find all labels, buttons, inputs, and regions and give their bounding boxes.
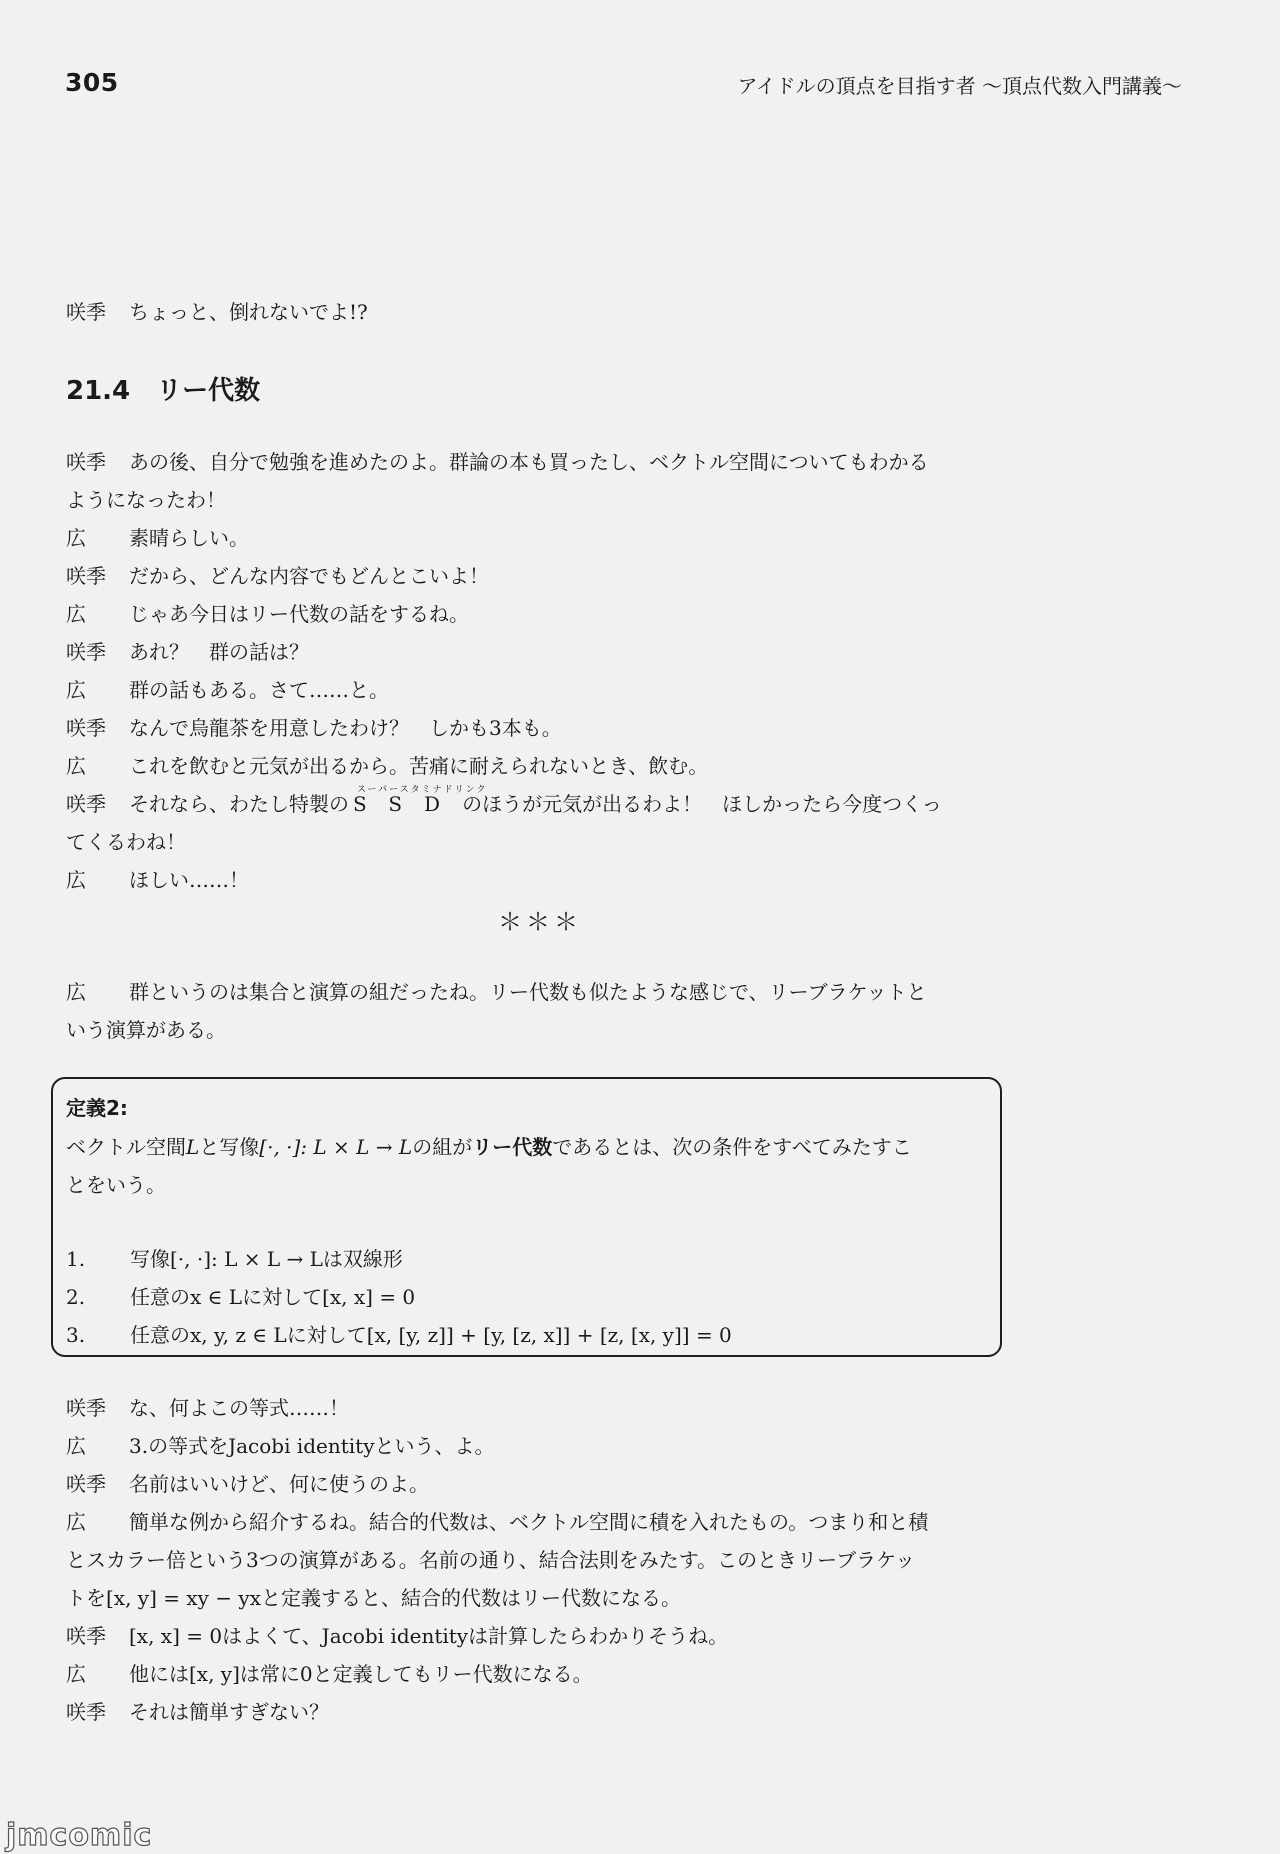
- speaker-name: 広: [66, 1434, 86, 1458]
- dialogue-line: [66, 447, 929, 477]
- dialogue-text: それは簡単すぎない？: [129, 1700, 329, 1724]
- definition-text: とをいう。: [66, 1173, 166, 1197]
- section-heading: [66, 370, 260, 407]
- dialogue-line: [66, 1583, 681, 1613]
- dialogue-line: [66, 637, 309, 667]
- dialogue-text: とスカラー倍という3つの演算がある。名前の通り、結合法則をみたす。このときリーブラケッ: [66, 1548, 916, 1572]
- dialogue-line: [66, 485, 226, 515]
- dialogue-text: 群の話もある。さて……と。: [129, 678, 389, 702]
- speaker-name: 咲季: [66, 640, 106, 664]
- item-text: 任意のx, y, z ∈ Lに対して[x, [y, z]] + [y, [z, x]] + [z, [x, y]] = 0: [130, 1323, 732, 1347]
- dialogue-line: [66, 1545, 915, 1575]
- dialogue-text: な、何よこの等式……！: [129, 1396, 349, 1420]
- item-text: 任意のx ∈ Lに対して[x, x] = 0: [130, 1285, 416, 1309]
- dialogue-line: [66, 1659, 593, 1689]
- speaker-name: 咲季: [66, 792, 106, 816]
- dialogue-line: [66, 1621, 728, 1651]
- dialogue-line: [66, 977, 927, 1007]
- speaker-name: 咲季: [66, 300, 106, 324]
- speaker-name: 広: [66, 754, 86, 778]
- speaker-name: 広: [66, 526, 86, 550]
- dialogue-line: [66, 713, 562, 743]
- section-title: リー代数: [156, 376, 261, 406]
- speaker-name: 咲季: [66, 450, 106, 474]
- speaker-name: 咲季: [66, 716, 106, 740]
- dialogue-line: [66, 599, 469, 629]
- dialogue-text: てくるわね！: [66, 830, 186, 854]
- dialogue-text: トを[x, y] = xy − yxと定義すると、結合的代数はリー代数になる。: [66, 1586, 681, 1610]
- speaker-name: 広: [66, 1510, 86, 1534]
- running-title: アイドルの頂点を目指す者 〜頂点代数入門講義〜: [737, 74, 1182, 98]
- defined-term: リー代数: [472, 1135, 553, 1159]
- dialogue-line: [66, 675, 389, 705]
- dialogue-text: ちょっと、倒れないでよ!?: [129, 300, 368, 324]
- dialogue-text: のほうが元気が出るわよ！ ほしかったら今度つくっ: [462, 792, 942, 816]
- definition-item: [66, 1281, 415, 1310]
- definition-fragment: の組が: [412, 1135, 473, 1159]
- dialogue-text: あの後、自分で勉強を進めたのよ。群論の本も買ったし、ベクトル空間についてもわかる: [129, 450, 929, 474]
- dialogue-text: いう演算がある。: [66, 1018, 226, 1042]
- dialogue-text: ほしい……！: [129, 868, 249, 892]
- scene-separator: ＊＊＊: [498, 908, 582, 936]
- definition-box: [51, 1077, 1002, 1357]
- dialogue-line: [66, 297, 368, 327]
- speaker-name: 咲季: [66, 1396, 106, 1420]
- dialogue-text: それなら、わたし特製の: [129, 792, 349, 816]
- dialogue-line: [66, 1697, 329, 1727]
- dialogue-text: これを飲むと元気が出るから。苦痛に耐えられないとき、飲む。: [129, 754, 709, 778]
- definition-item: [66, 1243, 403, 1272]
- item-number: 3.: [66, 1323, 86, 1347]
- dialogue-text: 群というのは集合と演算の組だったね。リー代数も似たような感じで、リーブラケットと: [129, 980, 927, 1004]
- dialogue-line: [66, 827, 186, 857]
- speaker-name: 広: [66, 678, 86, 702]
- dialogue-text: なんで烏龍茶を用意したわけ？ しかも3本も。: [129, 716, 562, 740]
- dialogue-text: 他には[x, y]は常に0と定義してもリー代数になる。: [129, 1662, 593, 1686]
- definition-fragment: であるとは、次の条件をすべてみたすこ: [552, 1135, 912, 1159]
- watermark-logo: jmcomic: [6, 1818, 153, 1853]
- speaker-name: 咲季: [66, 564, 106, 588]
- dialogue-line: [66, 1507, 928, 1537]
- definition-fragment: と写像: [199, 1135, 260, 1159]
- speaker-name: 咲季: [66, 1700, 106, 1724]
- ssd-term: SSD: [353, 792, 463, 816]
- dialogue-line: [66, 789, 942, 819]
- dialogue-text: じゃあ今日はリー代数の話をするね。: [129, 602, 469, 626]
- dialogue-line: [66, 865, 249, 895]
- section-number: 21.4: [66, 376, 131, 406]
- dialogue-text: あれ？ 群の話は？: [129, 640, 309, 664]
- dialogue-line: [66, 523, 249, 553]
- speaker-name: 広: [66, 980, 86, 1004]
- ruby-annotation: スーパースタミナドリンク: [357, 785, 488, 795]
- dialogue-text: 3.の等式をJacobi identityという、よ。: [129, 1434, 495, 1458]
- definition-text: [66, 1131, 912, 1160]
- speaker-name: 咲季: [66, 1472, 106, 1496]
- dialogue-text: 素晴らしい。: [129, 526, 249, 550]
- definition-item: [66, 1319, 732, 1348]
- dialogue-text: 簡単な例から紹介するね。結合的代数は、ベクトル空間に積を入れたもの。つまり和と積: [129, 1510, 929, 1534]
- dialogue-text: 名前はいいけど、何に使うのよ。: [129, 1472, 429, 1496]
- item-number: 2.: [66, 1285, 86, 1309]
- speaker-name: 広: [66, 868, 86, 892]
- dialogue-line: [66, 751, 708, 781]
- dialogue-line: [66, 1469, 429, 1499]
- item-text: 写像[·, ·]: L × L → Lは双線形: [130, 1247, 403, 1271]
- dialogue-text: ようになったわ！: [66, 488, 226, 512]
- dialogue-line: [66, 1393, 349, 1423]
- dialogue-line: [66, 561, 489, 591]
- dialogue-line: [66, 1431, 495, 1461]
- speaker-name: 広: [66, 1662, 86, 1686]
- speaker-name: 広: [66, 602, 86, 626]
- math-expression: [·, ·]: L × L → L: [259, 1135, 413, 1159]
- dialogue-line: [66, 1015, 226, 1045]
- dialogue-text: [x, x] = 0はよくて、Jacobi identityは計算したらわかりそうね。: [129, 1624, 729, 1648]
- math-symbol: L: [186, 1135, 200, 1159]
- definition-fragment: ベクトル空間: [66, 1135, 186, 1159]
- definition-label: 定義2:: [66, 1096, 128, 1120]
- speaker-name: 咲季: [66, 1624, 106, 1648]
- dialogue-text: だから、どんな内容でもどんとこいよ！: [129, 564, 489, 588]
- page-number: 305: [65, 68, 119, 97]
- item-number: 1.: [66, 1247, 86, 1271]
